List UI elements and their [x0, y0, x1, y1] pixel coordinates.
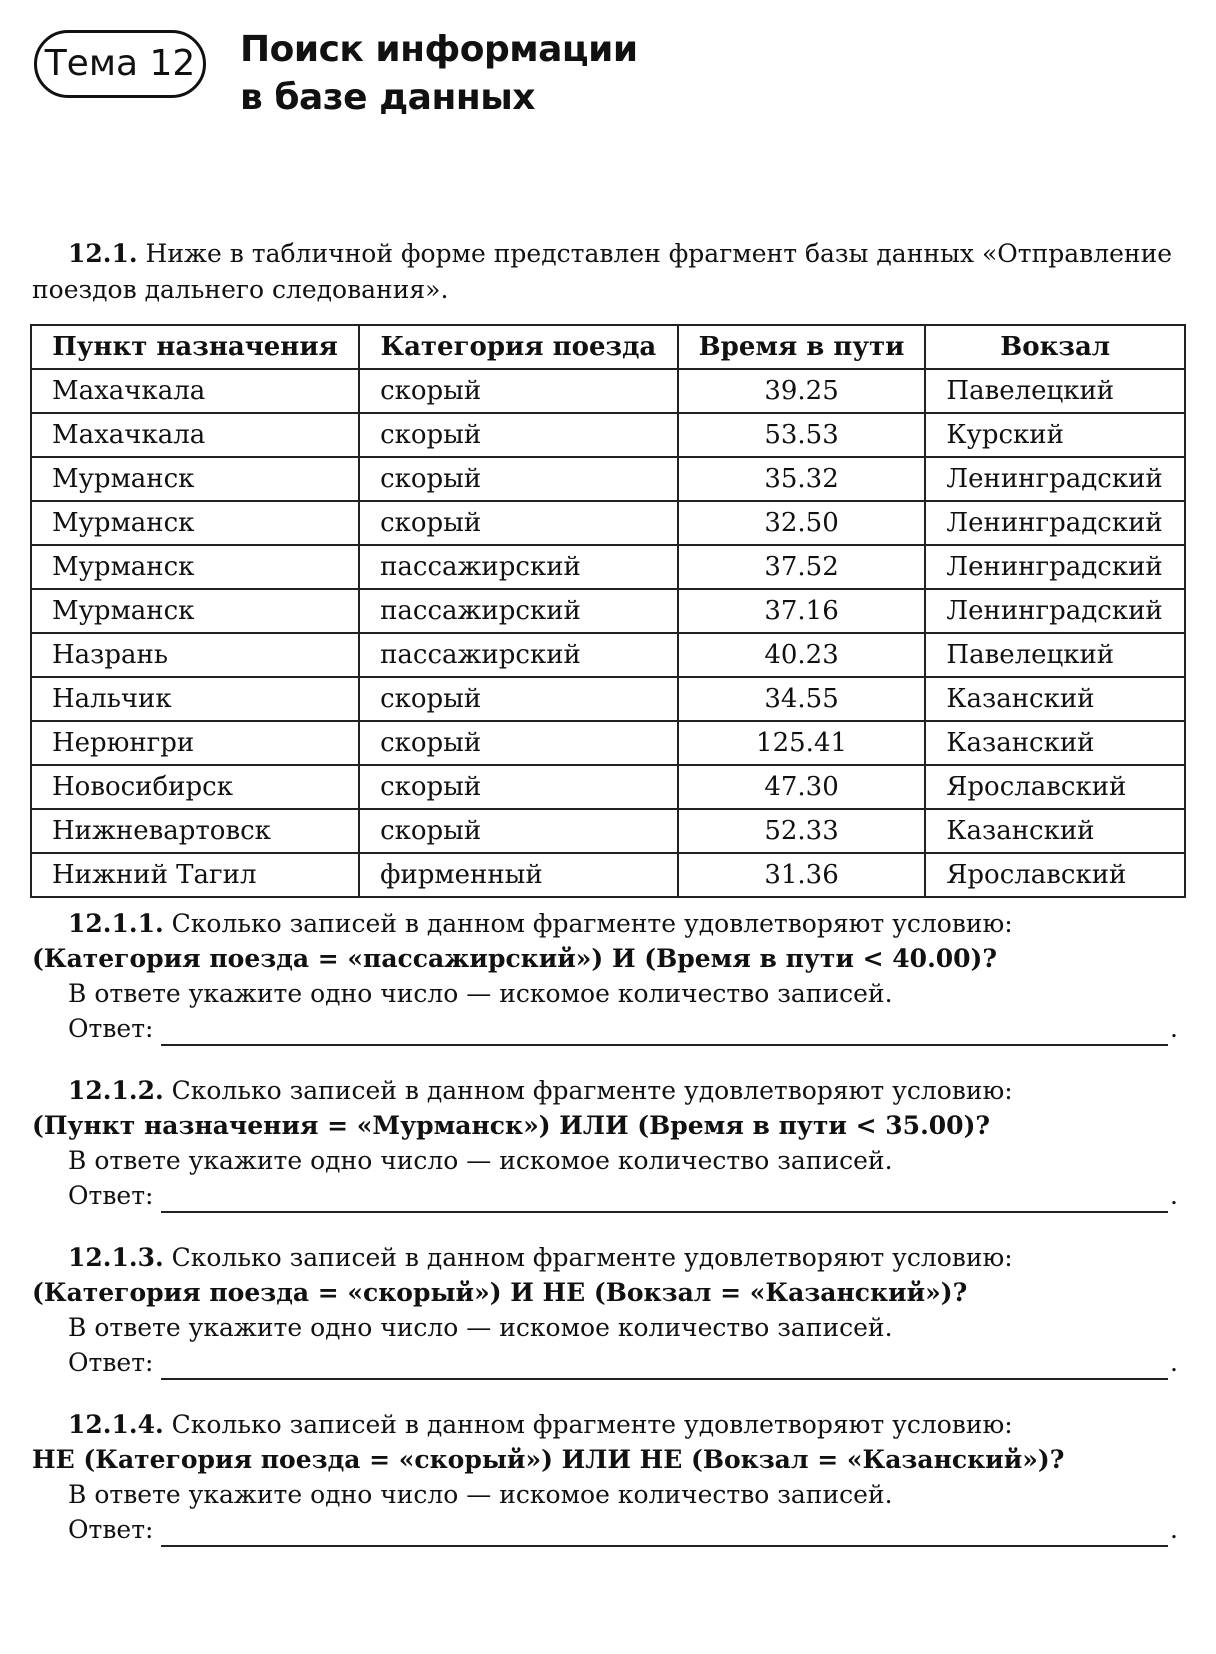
cell-category: скорый — [359, 721, 678, 765]
answer-period: . — [1170, 1181, 1178, 1210]
cell-travel-time: 47.30 — [678, 765, 926, 809]
cell-travel-time: 34.55 — [678, 677, 926, 721]
answer-field[interactable] — [161, 1018, 1168, 1046]
cell-category: скорый — [359, 457, 678, 501]
task-condition: (Категория поезда = «скорый») И НЕ (Вокзал = «Казанский»)? — [32, 1278, 968, 1307]
task-block — [32, 1407, 1182, 1547]
task-instruction: В ответе укажите одно число — искомое количество записей. — [68, 1146, 893, 1175]
column-header-destination: Пункт назначения — [31, 325, 359, 369]
cell-station: Ленинградский — [925, 545, 1185, 589]
cell-station: Павелецкий — [925, 633, 1185, 677]
task-question-text: Сколько записей в данном фрагменте удовлетворяют условию: — [171, 1410, 1013, 1439]
table-row — [31, 589, 1185, 633]
cell-station: Курский — [925, 413, 1185, 457]
topic-badge: Тема 12 — [34, 30, 206, 98]
cell-travel-time: 32.50 — [678, 501, 926, 545]
task-question — [32, 1240, 1182, 1275]
cell-destination: Мурманск — [31, 457, 359, 501]
exercise-number: 12.1. — [68, 239, 138, 268]
answer-field[interactable] — [161, 1352, 1168, 1380]
exercise-intro-text: Ниже в табличной форме представлен фрагмент базы данных «Отправление поездов дальнего следования». — [32, 239, 1173, 304]
page-title — [240, 26, 638, 122]
cell-station: Казанский — [925, 809, 1185, 853]
answer-row — [32, 1345, 1182, 1380]
answer-label: Ответ: — [68, 1515, 154, 1544]
task-instruction: В ответе укажите одно число — искомое количество записей. — [68, 979, 893, 1008]
cell-category: скорый — [359, 501, 678, 545]
task-instruction: В ответе укажите одно число — искомое количество записей. — [68, 1480, 893, 1509]
table-row — [31, 545, 1185, 589]
task-number: 12.1.2. — [68, 1076, 164, 1105]
cell-travel-time: 125.41 — [678, 721, 926, 765]
table-body — [31, 369, 1185, 897]
table-row — [31, 457, 1185, 501]
cell-station: Павелецкий — [925, 369, 1185, 413]
answer-period: . — [1170, 1348, 1178, 1377]
task-question-text: Сколько записей в данном фрагменте удовлетворяют условию: — [171, 909, 1013, 938]
cell-category: скорый — [359, 413, 678, 457]
answer-row — [32, 1178, 1182, 1213]
cell-travel-time: 39.25 — [678, 369, 926, 413]
cell-station: Ярославский — [925, 853, 1185, 897]
cell-station: Ленинградский — [925, 457, 1185, 501]
table-row — [31, 413, 1185, 457]
cell-category: скорый — [359, 369, 678, 413]
task-question-text: Сколько записей в данном фрагменте удовлетворяют условию: — [171, 1243, 1013, 1272]
cell-category: пассажирский — [359, 633, 678, 677]
column-header-travel-time: Время в пути — [678, 325, 926, 369]
cell-station: Казанский — [925, 721, 1185, 765]
cell-destination: Махачкала — [31, 413, 359, 457]
task-block — [32, 1240, 1182, 1380]
cell-category: фирменный — [359, 853, 678, 897]
task-number: 12.1.3. — [68, 1243, 164, 1272]
answer-field[interactable] — [161, 1519, 1168, 1547]
cell-station: Казанский — [925, 677, 1185, 721]
task-question — [32, 906, 1182, 941]
task-condition: НЕ (Категория поезда = «скорый») ИЛИ НЕ (Вокзал = «Казанский»)? — [32, 1445, 1065, 1474]
answer-label: Ответ: — [68, 1348, 154, 1377]
task-block — [32, 906, 1182, 1046]
task-question — [32, 1407, 1182, 1442]
cell-travel-time: 35.32 — [678, 457, 926, 501]
page-title-line-1: Поиск информации — [240, 29, 638, 70]
cell-travel-time: 53.53 — [678, 413, 926, 457]
column-header-category: Категория поезда — [359, 325, 678, 369]
task-number: 12.1.1. — [68, 909, 164, 938]
cell-travel-time: 40.23 — [678, 633, 926, 677]
cell-destination: Новосибирск — [31, 765, 359, 809]
task-question-text: Сколько записей в данном фрагменте удовлетворяют условию: — [171, 1076, 1013, 1105]
table-row — [31, 633, 1185, 677]
task-block — [32, 1073, 1182, 1213]
cell-category: пассажирский — [359, 545, 678, 589]
task-question — [32, 1073, 1182, 1108]
cell-category: скорый — [359, 765, 678, 809]
table-row — [31, 809, 1185, 853]
answer-label: Ответ: — [68, 1014, 154, 1043]
cell-destination: Махачкала — [31, 369, 359, 413]
cell-travel-time: 37.52 — [678, 545, 926, 589]
cell-station: Ленинградский — [925, 589, 1185, 633]
table-row — [31, 677, 1185, 721]
answer-field[interactable] — [161, 1185, 1168, 1213]
cell-destination: Нижний Тагил — [31, 853, 359, 897]
cell-travel-time: 52.33 — [678, 809, 926, 853]
cell-station: Ленинградский — [925, 501, 1185, 545]
task-instruction: В ответе укажите одно число — искомое количество записей. — [68, 1313, 893, 1342]
cell-destination: Назрань — [31, 633, 359, 677]
cell-category: пассажирский — [359, 589, 678, 633]
answer-period: . — [1170, 1515, 1178, 1544]
cell-destination: Нальчик — [31, 677, 359, 721]
table-row — [31, 853, 1185, 897]
task-condition: (Категория поезда = «пассажирский») И (Время в пути < 40.00)? — [32, 944, 998, 973]
table-row — [31, 369, 1185, 413]
task-condition: (Пункт назначения = «Мурманск») ИЛИ (Время в пути < 35.00)? — [32, 1111, 991, 1140]
page-title-line-2: в базе данных — [240, 77, 535, 118]
answer-row — [32, 1512, 1182, 1547]
table-row — [31, 721, 1185, 765]
exercise-intro — [32, 236, 1182, 308]
cell-destination: Мурманск — [31, 501, 359, 545]
cell-station: Ярославский — [925, 765, 1185, 809]
answer-period: . — [1170, 1014, 1178, 1043]
column-header-station: Вокзал — [925, 325, 1185, 369]
answer-label: Ответ: — [68, 1181, 154, 1210]
cell-category: скорый — [359, 677, 678, 721]
cell-destination: Мурманск — [31, 589, 359, 633]
cell-travel-time: 37.16 — [678, 589, 926, 633]
cell-destination: Нижневартовск — [31, 809, 359, 853]
table-header-row — [31, 325, 1185, 369]
answer-row — [32, 1011, 1182, 1046]
database-table — [30, 324, 1186, 898]
table-row — [31, 501, 1185, 545]
cell-destination: Нерюнгри — [31, 721, 359, 765]
cell-travel-time: 31.36 — [678, 853, 926, 897]
cell-category: скорый — [359, 809, 678, 853]
task-number: 12.1.4. — [68, 1410, 164, 1439]
cell-destination: Мурманск — [31, 545, 359, 589]
table-row — [31, 765, 1185, 809]
